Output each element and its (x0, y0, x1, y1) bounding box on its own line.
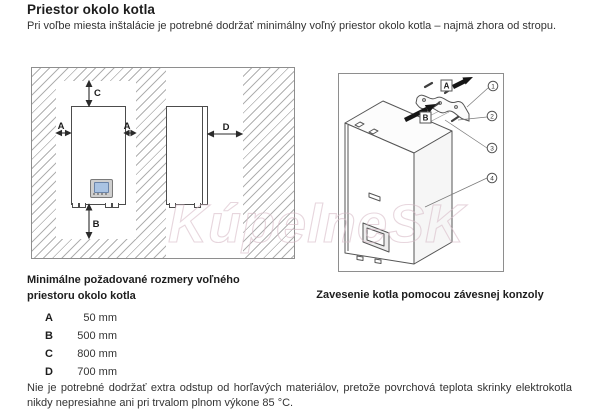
dim-value: 800 mm (77, 348, 117, 360)
dim-value: 500 mm (77, 330, 117, 342)
dim-label-a-right: A (123, 121, 131, 132)
callout-number-3: 3 (490, 145, 494, 153)
mounting-caption: Zavesenie kotla pomocou závesnej konzoly (316, 289, 544, 301)
watermark-text: KúpelneSK (168, 194, 466, 254)
bottom-stub (357, 256, 363, 261)
clearance-figure (31, 67, 295, 259)
screw (425, 83, 432, 87)
mounting-figure (338, 73, 504, 272)
dimension-table (45, 309, 117, 381)
dim-value: 50 mm (83, 312, 117, 324)
callout-number-2: 2 (490, 113, 494, 121)
bracket-hole (423, 99, 426, 102)
mount-arrow-label-a: A (443, 81, 450, 91)
dim-key: D (45, 366, 53, 378)
table-row (45, 309, 117, 327)
table-row (45, 345, 117, 363)
callout-leader-1 (467, 88, 488, 107)
mounting-drawing (339, 74, 501, 269)
dim-key: C (45, 348, 53, 360)
mount-arrow-label-b: B (422, 113, 429, 123)
dim-label-c: C (94, 88, 101, 99)
mount-arrow-a (453, 81, 465, 87)
note-paragraph: Nie je potrebné dodržať extra odstup od horľavých materiálov, pretože povrchová teplota skrinky elektrokotla nikdy nepresiahne ani pri trvalom plnom výkone 85 °C. (27, 382, 572, 409)
bracket-hole (455, 106, 458, 109)
dim-value: 700 mm (77, 366, 117, 378)
dim-key: B (45, 330, 53, 342)
clearance-caption: Minimálne požadované rozmery voľného priestoru okolo kotla (27, 274, 240, 302)
page-title: Priestor okolo kotla (27, 2, 156, 17)
dim-label-d: D (222, 122, 230, 133)
dim-key: A (45, 312, 53, 324)
dimension-arrows-overlay (32, 68, 294, 258)
bottom-stub (375, 259, 381, 264)
callout-number-1: 1 (491, 83, 495, 91)
intro-paragraph: Pri voľbe miesta inštalácie je potrebné dodržať minimálny voľný priestor okolo kotla – najmä zhora od stropu. (27, 20, 557, 32)
boiler-side-face (414, 131, 452, 264)
table-row (45, 363, 117, 381)
table-row (45, 327, 117, 345)
dim-label-b: B (92, 219, 100, 230)
dim-label-a-left: A (57, 121, 65, 132)
screw (452, 117, 458, 121)
callout-number-4: 4 (490, 175, 494, 183)
